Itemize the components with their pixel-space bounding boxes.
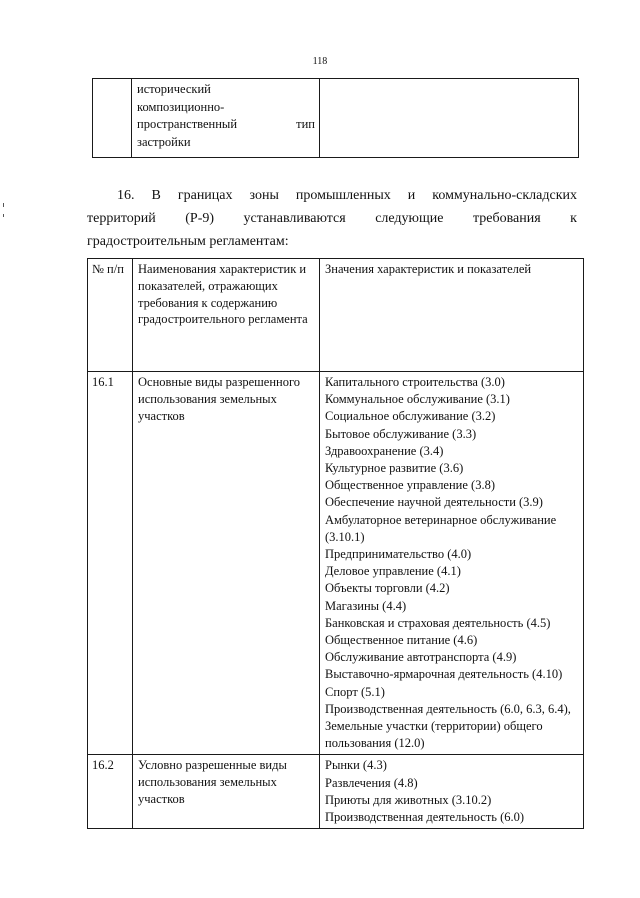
name-line: пространственный [137, 117, 238, 131]
value-item: Спорт (5.1) [325, 684, 385, 699]
value-item: Амбулаторное ветеринарное обслуживание (3.10.1) [325, 512, 557, 544]
header-values: Значения характеристик и показателей [320, 259, 584, 372]
page-number: 118 [312, 56, 328, 67]
value-item: Производственная деятельность (6.0, 6.3, 6.4), [325, 701, 571, 716]
value-item: Предпринимательство (4.0) [325, 547, 472, 562]
value-item: Деловое управление (4.1) [325, 564, 461, 579]
value-item: Магазины (4.4) [325, 598, 407, 613]
name-line: застройки [137, 134, 191, 149]
value-item: Коммунальное обслуживание (3.1) [325, 392, 510, 407]
table-header-row [88, 259, 584, 372]
value-item: Приюты для животных (3.10.2) [325, 792, 492, 807]
requirements-table [87, 258, 584, 829]
value-item: Рынки (4.3) [325, 758, 387, 773]
paragraph-line: территорий (Р-9) устанавливаются следующие требования к [87, 211, 577, 226]
value-item: Выставочно-ярмарочная деятельность (4.10) [325, 667, 563, 682]
name-cell [132, 79, 320, 158]
table-row [88, 755, 584, 829]
section-paragraph [87, 184, 577, 253]
value-item: Общественное управление (3.8) [325, 478, 495, 493]
value-item: Культурное развитие (3.6) [325, 461, 464, 476]
empty-values-cell [320, 79, 579, 158]
value-item: Производственная деятельность (6.0) [325, 810, 525, 825]
value-item: Банковская и страховая деятельность (4.5) [325, 615, 551, 630]
name-line: композиционно- [137, 99, 225, 114]
table-row [88, 372, 584, 755]
scan-mark [3, 203, 4, 207]
value-item: Общественное питание (4.6) [325, 633, 478, 648]
value-item: Бытовое обслуживание (3.3) [325, 426, 477, 441]
value-item: Обеспечение научной деятельности (3.9) [325, 495, 543, 510]
row-values [320, 372, 584, 755]
value-item: Развлечения (4.8) [325, 775, 418, 790]
scan-mark [3, 214, 4, 217]
name-word-tip: тип [296, 117, 315, 131]
row-name: Условно разрешенные виды использования земельных участков [133, 755, 320, 829]
paragraph-line: 16. В границах зоны промышленных и коммунально-складских [117, 188, 577, 203]
value-item: Капитального строительства (3.0) [325, 375, 505, 389]
header-num: № п/п [88, 259, 133, 372]
row-num: 16.1 [88, 372, 133, 755]
value-item: Социальное обслуживание (3.2) [325, 409, 496, 424]
name-line: исторический [137, 82, 211, 96]
value-item: Обслуживание автотранспорта (4.9) [325, 650, 517, 665]
value-item: Здравоохранение (3.4) [325, 443, 444, 458]
row-name: Основные виды разрешенного использования земельных участков [133, 372, 320, 755]
continued-table [92, 78, 579, 158]
empty-num-cell [93, 79, 132, 158]
row-values [320, 755, 584, 829]
header-name: Наименования характеристик и показателей, отражающих требования к содержанию градостроительного регламента [133, 259, 320, 372]
paragraph-line: градостроительным регламентам: [87, 234, 289, 249]
row-num: 16.2 [88, 755, 133, 829]
value-item: Объекты торговли (4.2) [325, 581, 450, 596]
value-item: Земельные участки (территории) общего пользования (12.0) [325, 719, 543, 751]
